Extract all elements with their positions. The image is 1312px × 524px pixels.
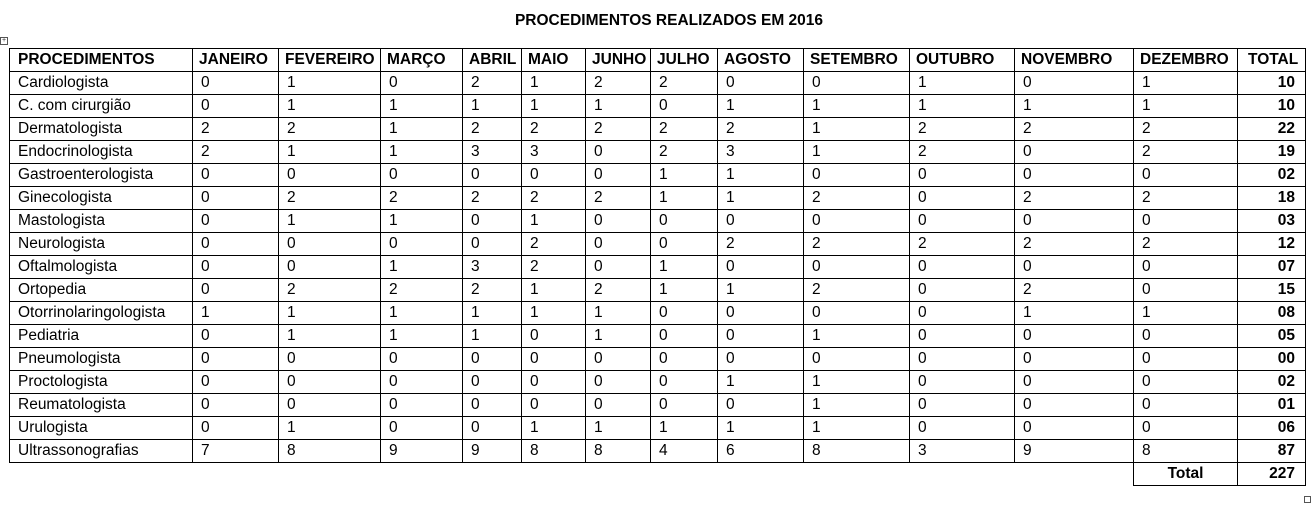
cell-dezembro: 0 xyxy=(1134,325,1238,348)
cell-dezembro: 0 xyxy=(1134,417,1238,440)
cell-julho: 4 xyxy=(651,440,718,463)
cell-maio: 2 xyxy=(522,187,586,210)
procedure-name-cell: Endocrinologista xyxy=(10,141,193,164)
cell-agosto: 0 xyxy=(718,210,804,233)
cell-julho: 0 xyxy=(651,95,718,118)
cell-fevereiro: 1 xyxy=(279,95,381,118)
header-janeiro: JANEIRO xyxy=(193,49,279,72)
cell-junho: 1 xyxy=(586,302,651,325)
procedure-name-cell: Urulogista xyxy=(10,417,193,440)
header-agosto: AGOSTO xyxy=(718,49,804,72)
cell-novembro: 1 xyxy=(1015,95,1134,118)
cell-janeiro: 0 xyxy=(193,72,279,95)
table-row xyxy=(10,371,1306,394)
cell-outubro: 0 xyxy=(910,210,1015,233)
header-row xyxy=(10,49,1306,72)
row-total-cell: 05 xyxy=(1238,325,1306,348)
cell-maio: 0 xyxy=(522,348,586,371)
cell-marco: 1 xyxy=(381,302,463,325)
cell-dezembro: 2 xyxy=(1134,141,1238,164)
table-row xyxy=(10,187,1306,210)
cell-julho: 2 xyxy=(651,118,718,141)
procedure-name-cell: Pediatria xyxy=(10,325,193,348)
cell-novembro: 0 xyxy=(1015,72,1134,95)
cell-agosto: 2 xyxy=(718,118,804,141)
cell-janeiro: 0 xyxy=(193,256,279,279)
cell-agosto: 0 xyxy=(718,302,804,325)
row-total-cell: 15 xyxy=(1238,279,1306,302)
cell-fevereiro: 0 xyxy=(279,233,381,256)
row-total-cell: 03 xyxy=(1238,210,1306,233)
footer-spacer xyxy=(1015,463,1134,486)
cell-dezembro: 2 xyxy=(1134,233,1238,256)
cell-novembro: 1 xyxy=(1015,302,1134,325)
cell-junho: 1 xyxy=(586,325,651,348)
cell-setembro: 0 xyxy=(804,72,910,95)
footer-spacer xyxy=(522,463,586,486)
row-total-cell: 10 xyxy=(1238,72,1306,95)
cell-maio: 0 xyxy=(522,164,586,187)
cell-outubro: 0 xyxy=(910,371,1015,394)
cell-abril: 3 xyxy=(463,141,522,164)
cell-janeiro: 0 xyxy=(193,95,279,118)
cell-outubro: 0 xyxy=(910,256,1015,279)
cell-junho: 0 xyxy=(586,371,651,394)
cell-abril: 1 xyxy=(463,95,522,118)
procedure-name-cell: Neurologista xyxy=(10,233,193,256)
row-total-cell: 02 xyxy=(1238,371,1306,394)
cell-marco: 1 xyxy=(381,95,463,118)
cell-julho: 1 xyxy=(651,256,718,279)
cell-junho: 1 xyxy=(586,417,651,440)
cell-maio: 1 xyxy=(522,95,586,118)
cell-maio: 1 xyxy=(522,417,586,440)
cell-dezembro: 0 xyxy=(1134,210,1238,233)
cell-maio: 2 xyxy=(522,233,586,256)
row-total-cell: 10 xyxy=(1238,95,1306,118)
cell-julho: 1 xyxy=(651,187,718,210)
cell-maio: 0 xyxy=(522,325,586,348)
cell-fevereiro: 2 xyxy=(279,118,381,141)
cell-fevereiro: 0 xyxy=(279,348,381,371)
cell-outubro: 0 xyxy=(910,187,1015,210)
cell-julho: 0 xyxy=(651,302,718,325)
cell-setembro: 2 xyxy=(804,233,910,256)
row-total-cell: 01 xyxy=(1238,394,1306,417)
cell-dezembro: 0 xyxy=(1134,394,1238,417)
cell-outubro: 0 xyxy=(910,302,1015,325)
cell-fevereiro: 1 xyxy=(279,417,381,440)
table-row xyxy=(10,164,1306,187)
cell-maio: 1 xyxy=(522,279,586,302)
cell-junho: 2 xyxy=(586,118,651,141)
cell-dezembro: 1 xyxy=(1134,72,1238,95)
cell-maio: 1 xyxy=(522,72,586,95)
cell-maio: 1 xyxy=(522,210,586,233)
cell-setembro: 2 xyxy=(804,279,910,302)
cell-novembro: 2 xyxy=(1015,187,1134,210)
cell-janeiro: 0 xyxy=(193,348,279,371)
row-total-cell: 00 xyxy=(1238,348,1306,371)
cell-junho: 2 xyxy=(586,72,651,95)
cell-dezembro: 0 xyxy=(1134,279,1238,302)
footer-spacer xyxy=(910,463,1015,486)
header-dezembro: DEZEMBRO xyxy=(1134,49,1238,72)
cell-maio: 1 xyxy=(522,302,586,325)
cell-agosto: 1 xyxy=(718,164,804,187)
cell-fevereiro: 0 xyxy=(279,164,381,187)
table-move-handle-icon[interactable]: + xyxy=(1,37,7,44)
procedure-name-cell: Ortopedia xyxy=(10,279,193,302)
row-total-cell: 19 xyxy=(1238,141,1306,164)
header-fevereiro: FEVEREIRO xyxy=(279,49,381,72)
procedure-name-cell: Mastologista xyxy=(10,210,193,233)
header-total: TOTAL xyxy=(1238,49,1306,72)
table-row xyxy=(10,141,1306,164)
table-row xyxy=(10,72,1306,95)
procedure-name-cell: C. com cirurgião xyxy=(10,95,193,118)
cell-junho: 0 xyxy=(586,164,651,187)
footer-spacer xyxy=(279,463,381,486)
cell-outubro: 2 xyxy=(910,141,1015,164)
cell-fevereiro: 0 xyxy=(279,256,381,279)
cell-outubro: 0 xyxy=(910,279,1015,302)
cell-outubro: 2 xyxy=(910,233,1015,256)
cell-janeiro: 0 xyxy=(193,325,279,348)
procedure-name-cell: Proctologista xyxy=(10,371,193,394)
cell-julho: 0 xyxy=(651,348,718,371)
cell-novembro: 2 xyxy=(1015,279,1134,302)
cell-marco: 0 xyxy=(381,233,463,256)
header-setembro: SETEMBRO xyxy=(804,49,910,72)
cell-novembro: 0 xyxy=(1015,394,1134,417)
cell-marco: 1 xyxy=(381,210,463,233)
cell-novembro: 0 xyxy=(1015,141,1134,164)
cell-fevereiro: 2 xyxy=(279,279,381,302)
table-row xyxy=(10,256,1306,279)
cell-novembro: 9 xyxy=(1015,440,1134,463)
cell-julho: 2 xyxy=(651,141,718,164)
cell-outubro: 1 xyxy=(910,72,1015,95)
cell-marco: 2 xyxy=(381,187,463,210)
cell-novembro: 0 xyxy=(1015,325,1134,348)
cell-abril: 2 xyxy=(463,187,522,210)
procedure-name-cell: Ultrassonografias xyxy=(10,440,193,463)
cell-outubro: 0 xyxy=(910,325,1015,348)
cell-fevereiro: 0 xyxy=(279,394,381,417)
cell-marco: 0 xyxy=(381,72,463,95)
cell-setembro: 0 xyxy=(804,164,910,187)
cell-julho: 1 xyxy=(651,164,718,187)
cell-julho: 1 xyxy=(651,279,718,302)
row-total-cell: 12 xyxy=(1238,233,1306,256)
cell-maio: 2 xyxy=(522,256,586,279)
cell-junho: 1 xyxy=(586,95,651,118)
cell-dezembro: 1 xyxy=(1134,95,1238,118)
cell-agosto: 0 xyxy=(718,348,804,371)
row-total-cell: 22 xyxy=(1238,118,1306,141)
footer-spacer xyxy=(463,463,522,486)
cell-abril: 2 xyxy=(463,118,522,141)
cell-agosto: 1 xyxy=(718,187,804,210)
cell-outubro: 0 xyxy=(910,348,1015,371)
cell-novembro: 2 xyxy=(1015,118,1134,141)
cell-setembro: 8 xyxy=(804,440,910,463)
footer-spacer xyxy=(804,463,910,486)
cell-novembro: 0 xyxy=(1015,210,1134,233)
cell-novembro: 0 xyxy=(1015,164,1134,187)
cell-marco: 0 xyxy=(381,371,463,394)
header-outubro: OUTUBRO xyxy=(910,49,1015,72)
cell-fevereiro: 0 xyxy=(279,371,381,394)
cell-marco: 0 xyxy=(381,394,463,417)
cell-abril: 9 xyxy=(463,440,522,463)
cell-abril: 2 xyxy=(463,72,522,95)
cell-fevereiro: 1 xyxy=(279,302,381,325)
cell-setembro: 1 xyxy=(804,325,910,348)
cell-agosto: 0 xyxy=(718,325,804,348)
cell-julho: 0 xyxy=(651,371,718,394)
cell-fevereiro: 1 xyxy=(279,210,381,233)
table-row xyxy=(10,118,1306,141)
cell-abril: 3 xyxy=(463,256,522,279)
cell-janeiro: 0 xyxy=(193,394,279,417)
cell-agosto: 3 xyxy=(718,141,804,164)
cell-fevereiro: 8 xyxy=(279,440,381,463)
table-row xyxy=(10,394,1306,417)
cell-setembro: 2 xyxy=(804,187,910,210)
row-total-cell: 06 xyxy=(1238,417,1306,440)
cell-janeiro: 0 xyxy=(193,371,279,394)
footer-spacer xyxy=(10,463,193,486)
cell-fevereiro: 1 xyxy=(279,141,381,164)
cell-agosto: 2 xyxy=(718,233,804,256)
footer-spacer xyxy=(718,463,804,486)
cell-agosto: 6 xyxy=(718,440,804,463)
cell-janeiro: 2 xyxy=(193,141,279,164)
cell-maio: 0 xyxy=(522,394,586,417)
cell-julho: 0 xyxy=(651,233,718,256)
footer-spacer xyxy=(381,463,463,486)
cell-setembro: 1 xyxy=(804,371,910,394)
cell-novembro: 2 xyxy=(1015,233,1134,256)
header-marco: MARÇO xyxy=(381,49,463,72)
table-row xyxy=(10,302,1306,325)
table-row xyxy=(10,233,1306,256)
cell-junho: 0 xyxy=(586,233,651,256)
cell-julho: 0 xyxy=(651,394,718,417)
header-novembro: NOVEMBRO xyxy=(1015,49,1134,72)
cell-janeiro: 0 xyxy=(193,417,279,440)
cell-maio: 8 xyxy=(522,440,586,463)
cell-dezembro: 0 xyxy=(1134,256,1238,279)
cell-janeiro: 7 xyxy=(193,440,279,463)
cell-junho: 0 xyxy=(586,210,651,233)
cell-marco: 2 xyxy=(381,279,463,302)
header-maio: MAIO xyxy=(522,49,586,72)
cell-janeiro: 0 xyxy=(193,279,279,302)
cell-junho: 0 xyxy=(586,141,651,164)
cell-abril: 0 xyxy=(463,348,522,371)
cell-dezembro: 2 xyxy=(1134,187,1238,210)
cell-dezembro: 2 xyxy=(1134,118,1238,141)
cell-janeiro: 2 xyxy=(193,118,279,141)
table-row xyxy=(10,440,1306,463)
footer-spacer xyxy=(586,463,651,486)
cell-abril: 0 xyxy=(463,210,522,233)
procedure-name-cell: Pneumologista xyxy=(10,348,193,371)
cell-fevereiro: 2 xyxy=(279,187,381,210)
cell-setembro: 0 xyxy=(804,256,910,279)
cell-outubro: 0 xyxy=(910,394,1015,417)
cell-marco: 0 xyxy=(381,417,463,440)
cell-novembro: 0 xyxy=(1015,417,1134,440)
procedures-table xyxy=(9,48,1306,486)
cell-setembro: 1 xyxy=(804,95,910,118)
cell-setembro: 0 xyxy=(804,210,910,233)
cell-marco: 1 xyxy=(381,256,463,279)
cell-julho: 1 xyxy=(651,417,718,440)
cell-fevereiro: 1 xyxy=(279,325,381,348)
procedure-name-cell: Oftalmologista xyxy=(10,256,193,279)
grand-total-label: Total xyxy=(1134,463,1238,486)
cell-agosto: 1 xyxy=(718,95,804,118)
cell-junho: 0 xyxy=(586,348,651,371)
cell-setembro: 1 xyxy=(804,118,910,141)
cell-dezembro: 0 xyxy=(1134,371,1238,394)
cell-agosto: 1 xyxy=(718,417,804,440)
cell-abril: 0 xyxy=(463,394,522,417)
cell-marco: 1 xyxy=(381,325,463,348)
procedure-name-cell: Ginecologista xyxy=(10,187,193,210)
cell-marco: 1 xyxy=(381,118,463,141)
table-row xyxy=(10,348,1306,371)
cell-novembro: 0 xyxy=(1015,256,1134,279)
footer-spacer xyxy=(193,463,279,486)
cell-janeiro: 0 xyxy=(193,233,279,256)
cell-setembro: 1 xyxy=(804,141,910,164)
cell-dezembro: 0 xyxy=(1134,348,1238,371)
cell-agosto: 0 xyxy=(718,72,804,95)
cell-maio: 0 xyxy=(522,371,586,394)
cell-outubro: 1 xyxy=(910,95,1015,118)
footer-spacer xyxy=(651,463,718,486)
cell-marco: 9 xyxy=(381,440,463,463)
cell-setembro: 1 xyxy=(804,394,910,417)
cell-junho: 0 xyxy=(586,256,651,279)
cell-novembro: 0 xyxy=(1015,348,1134,371)
cell-abril: 0 xyxy=(463,417,522,440)
cell-abril: 0 xyxy=(463,371,522,394)
cell-setembro: 0 xyxy=(804,348,910,371)
header-julho: JULHO xyxy=(651,49,718,72)
procedure-name-cell: Reumatologista xyxy=(10,394,193,417)
table-row xyxy=(10,95,1306,118)
cell-abril: 1 xyxy=(463,325,522,348)
cell-junho: 8 xyxy=(586,440,651,463)
cell-outubro: 0 xyxy=(910,417,1015,440)
procedure-name-cell: Cardiologista xyxy=(10,72,193,95)
cell-outubro: 0 xyxy=(910,164,1015,187)
cell-janeiro: 0 xyxy=(193,210,279,233)
document-title: PROCEDIMENTOS REALIZADOS EM 2016 xyxy=(514,12,824,29)
cell-outubro: 2 xyxy=(910,118,1015,141)
cell-julho: 0 xyxy=(651,325,718,348)
cell-marco: 0 xyxy=(381,348,463,371)
cell-abril: 2 xyxy=(463,279,522,302)
cell-agosto: 1 xyxy=(718,371,804,394)
cell-janeiro: 0 xyxy=(193,187,279,210)
cell-julho: 0 xyxy=(651,210,718,233)
row-total-cell: 02 xyxy=(1238,164,1306,187)
cell-maio: 2 xyxy=(522,118,586,141)
cell-dezembro: 0 xyxy=(1134,164,1238,187)
table-row xyxy=(10,210,1306,233)
cell-agosto: 0 xyxy=(718,394,804,417)
cell-abril: 0 xyxy=(463,164,522,187)
cell-setembro: 1 xyxy=(804,417,910,440)
grand-total-value: 227 xyxy=(1238,463,1306,486)
table-row xyxy=(10,417,1306,440)
cell-outubro: 3 xyxy=(910,440,1015,463)
cell-janeiro: 1 xyxy=(193,302,279,325)
cell-abril: 1 xyxy=(463,302,522,325)
cell-julho: 2 xyxy=(651,72,718,95)
cell-junho: 2 xyxy=(586,187,651,210)
table-resize-handle-icon[interactable] xyxy=(1304,496,1311,503)
cell-maio: 3 xyxy=(522,141,586,164)
header-junho: JUNHO xyxy=(586,49,651,72)
cell-novembro: 0 xyxy=(1015,371,1134,394)
cell-janeiro: 0 xyxy=(193,164,279,187)
cell-marco: 0 xyxy=(381,164,463,187)
header-abril: ABRIL xyxy=(463,49,522,72)
cell-abril: 0 xyxy=(463,233,522,256)
header-procedimentos: PROCEDIMENTOS xyxy=(10,49,193,72)
cell-junho: 2 xyxy=(586,279,651,302)
footer-row xyxy=(10,463,1306,486)
cell-marco: 1 xyxy=(381,141,463,164)
cell-fevereiro: 1 xyxy=(279,72,381,95)
table-row xyxy=(10,279,1306,302)
cell-dezembro: 8 xyxy=(1134,440,1238,463)
procedure-name-cell: Dermatologista xyxy=(10,118,193,141)
row-total-cell: 87 xyxy=(1238,440,1306,463)
procedure-name-cell: Otorrinolaringologista xyxy=(10,302,193,325)
row-total-cell: 18 xyxy=(1238,187,1306,210)
procedure-name-cell: Gastroenterologista xyxy=(10,164,193,187)
cell-dezembro: 1 xyxy=(1134,302,1238,325)
cell-setembro: 0 xyxy=(804,302,910,325)
row-total-cell: 07 xyxy=(1238,256,1306,279)
cell-agosto: 1 xyxy=(718,279,804,302)
table-row xyxy=(10,325,1306,348)
cell-agosto: 0 xyxy=(718,256,804,279)
cell-junho: 0 xyxy=(586,394,651,417)
row-total-cell: 08 xyxy=(1238,302,1306,325)
